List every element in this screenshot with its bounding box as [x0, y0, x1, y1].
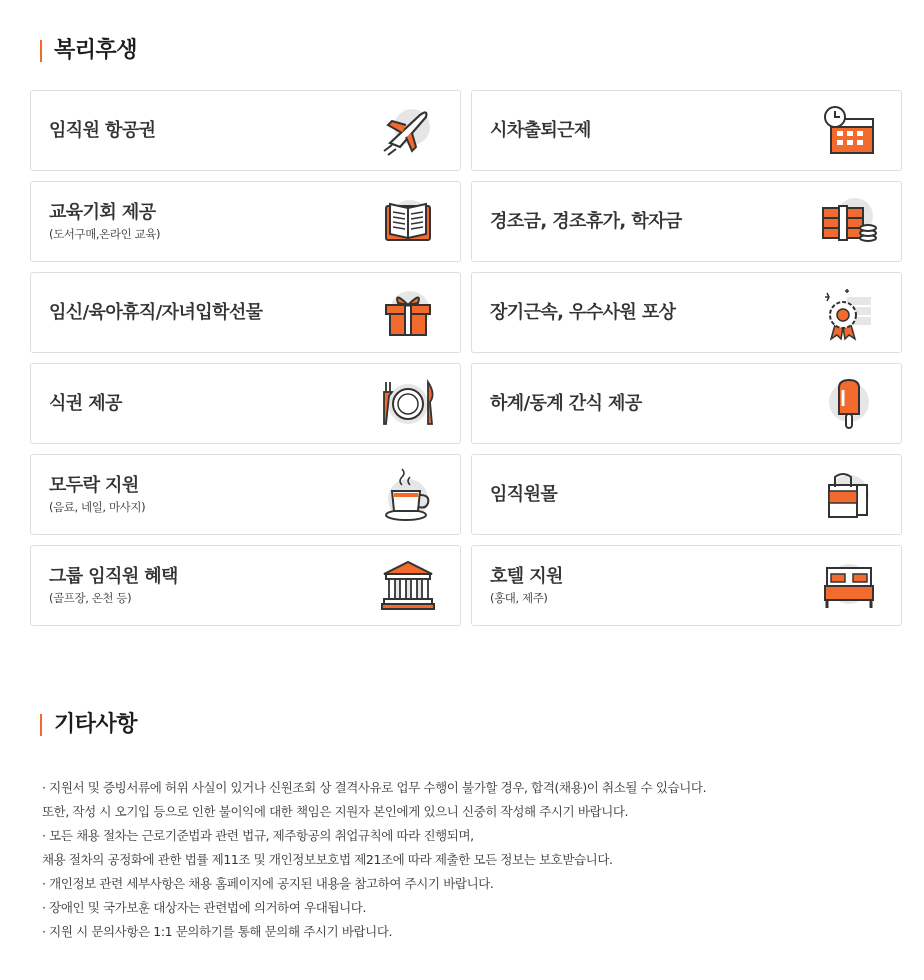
benefit-card-congratulatory: [471, 181, 902, 262]
benefit-card-employee-mall: [471, 454, 902, 535]
benefit-card-airline-ticket: [30, 90, 461, 171]
etc-section-title: 기타사항: [40, 714, 137, 736]
benefit-card-parental-leave: [30, 272, 461, 353]
bed-icon: [821, 558, 877, 614]
note-line: · 장애인 및 국가보훈 대상자는 관련법에 의거하여 우대됩니다.: [42, 900, 367, 915]
benefit-title: 임직원 항공권: [49, 119, 156, 141]
benefit-card-group-benefits: [30, 545, 461, 626]
benefit-title: 식권 제공: [49, 392, 122, 414]
benefit-card-long-service-award: [471, 272, 902, 353]
book-icon: [380, 194, 436, 250]
benefit-title: 경조금, 경조휴가, 학자금: [490, 210, 682, 232]
benefit-card-education: [30, 181, 461, 262]
benefit-title: 하계/동계 간식 제공: [490, 392, 642, 414]
coffee-cup-icon: [380, 467, 436, 523]
note-line: · 모든 채용 절차는 근로기준법과 관련 법규, 제주항공의 취업규칙에 따라 진행되며,: [42, 828, 474, 843]
calendar-clock-icon: [821, 103, 877, 159]
benefit-title: 임신/육아휴직/자녀입학선물: [49, 301, 263, 323]
benefit-card-wellness: [30, 454, 461, 535]
airplane-icon: [380, 103, 436, 159]
popsicle-icon: [821, 376, 877, 432]
benefit-subtitle: (도서구매,온라인 교육): [49, 227, 161, 241]
note-line: · 지원서 및 증빙서류에 허위 사실이 있거나 신원조회 상 결격사유로 업무 수행이 불가할 경우, 합격(채용)이 취소될 수 있습니다.: [42, 780, 707, 795]
benefits-section-title: 복리후생: [40, 40, 137, 62]
note-line: 채용 절차의 공정화에 관한 법률 제11조 및 개인정보보호법 제21조에 따라 제출한 모든 정보는 보호받습니다.: [42, 852, 613, 867]
benefit-title: 그룹 임직원 혜택: [49, 566, 178, 587]
benefit-card-flexible-hours: [471, 90, 902, 171]
benefit-subtitle: (골프장, 온천 등): [49, 591, 132, 605]
benefit-card-hotel: [471, 545, 902, 626]
benefit-card-meal-ticket: [30, 363, 461, 444]
benefit-title: 호텔 지원: [490, 566, 563, 587]
benefit-subtitle: (홍대, 제주): [490, 591, 548, 605]
benefit-card-seasonal-snack: [471, 363, 902, 444]
note-line: 또한, 작성 시 오기입 등으로 인한 불이익에 대한 책임은 지원자 본인에게 있으니 신중히 작성해 주시기 바랍니다.: [42, 804, 629, 819]
benefit-title: 임직원몰: [490, 483, 558, 505]
money-stack-icon: [821, 194, 877, 250]
benefit-title: 장기근속, 우수사원 포상: [490, 301, 676, 323]
benefit-title: 시차출퇴근제: [490, 119, 591, 141]
note-line: · 지원 시 문의사항은 1:1 문의하기를 통해 문의해 주시기 바랍니다.: [42, 924, 393, 939]
etc-notes: [42, 776, 902, 944]
building-columns-icon: [380, 558, 436, 614]
benefit-title: 교육기회 제공: [49, 202, 156, 223]
shopping-bag-icon: [821, 467, 877, 523]
award-badge-icon: [821, 285, 877, 341]
benefit-subtitle: (음료, 네일, 마사지): [49, 500, 146, 514]
note-line: · 개인정보 관련 세부사항은 채용 홈페이지에 공지된 내용을 참고하여 주시기 바랍니다.: [42, 876, 494, 891]
benefit-title: 모두락 지원: [49, 475, 139, 496]
gift-icon: [380, 285, 436, 341]
plate-cutlery-icon: [380, 376, 436, 432]
